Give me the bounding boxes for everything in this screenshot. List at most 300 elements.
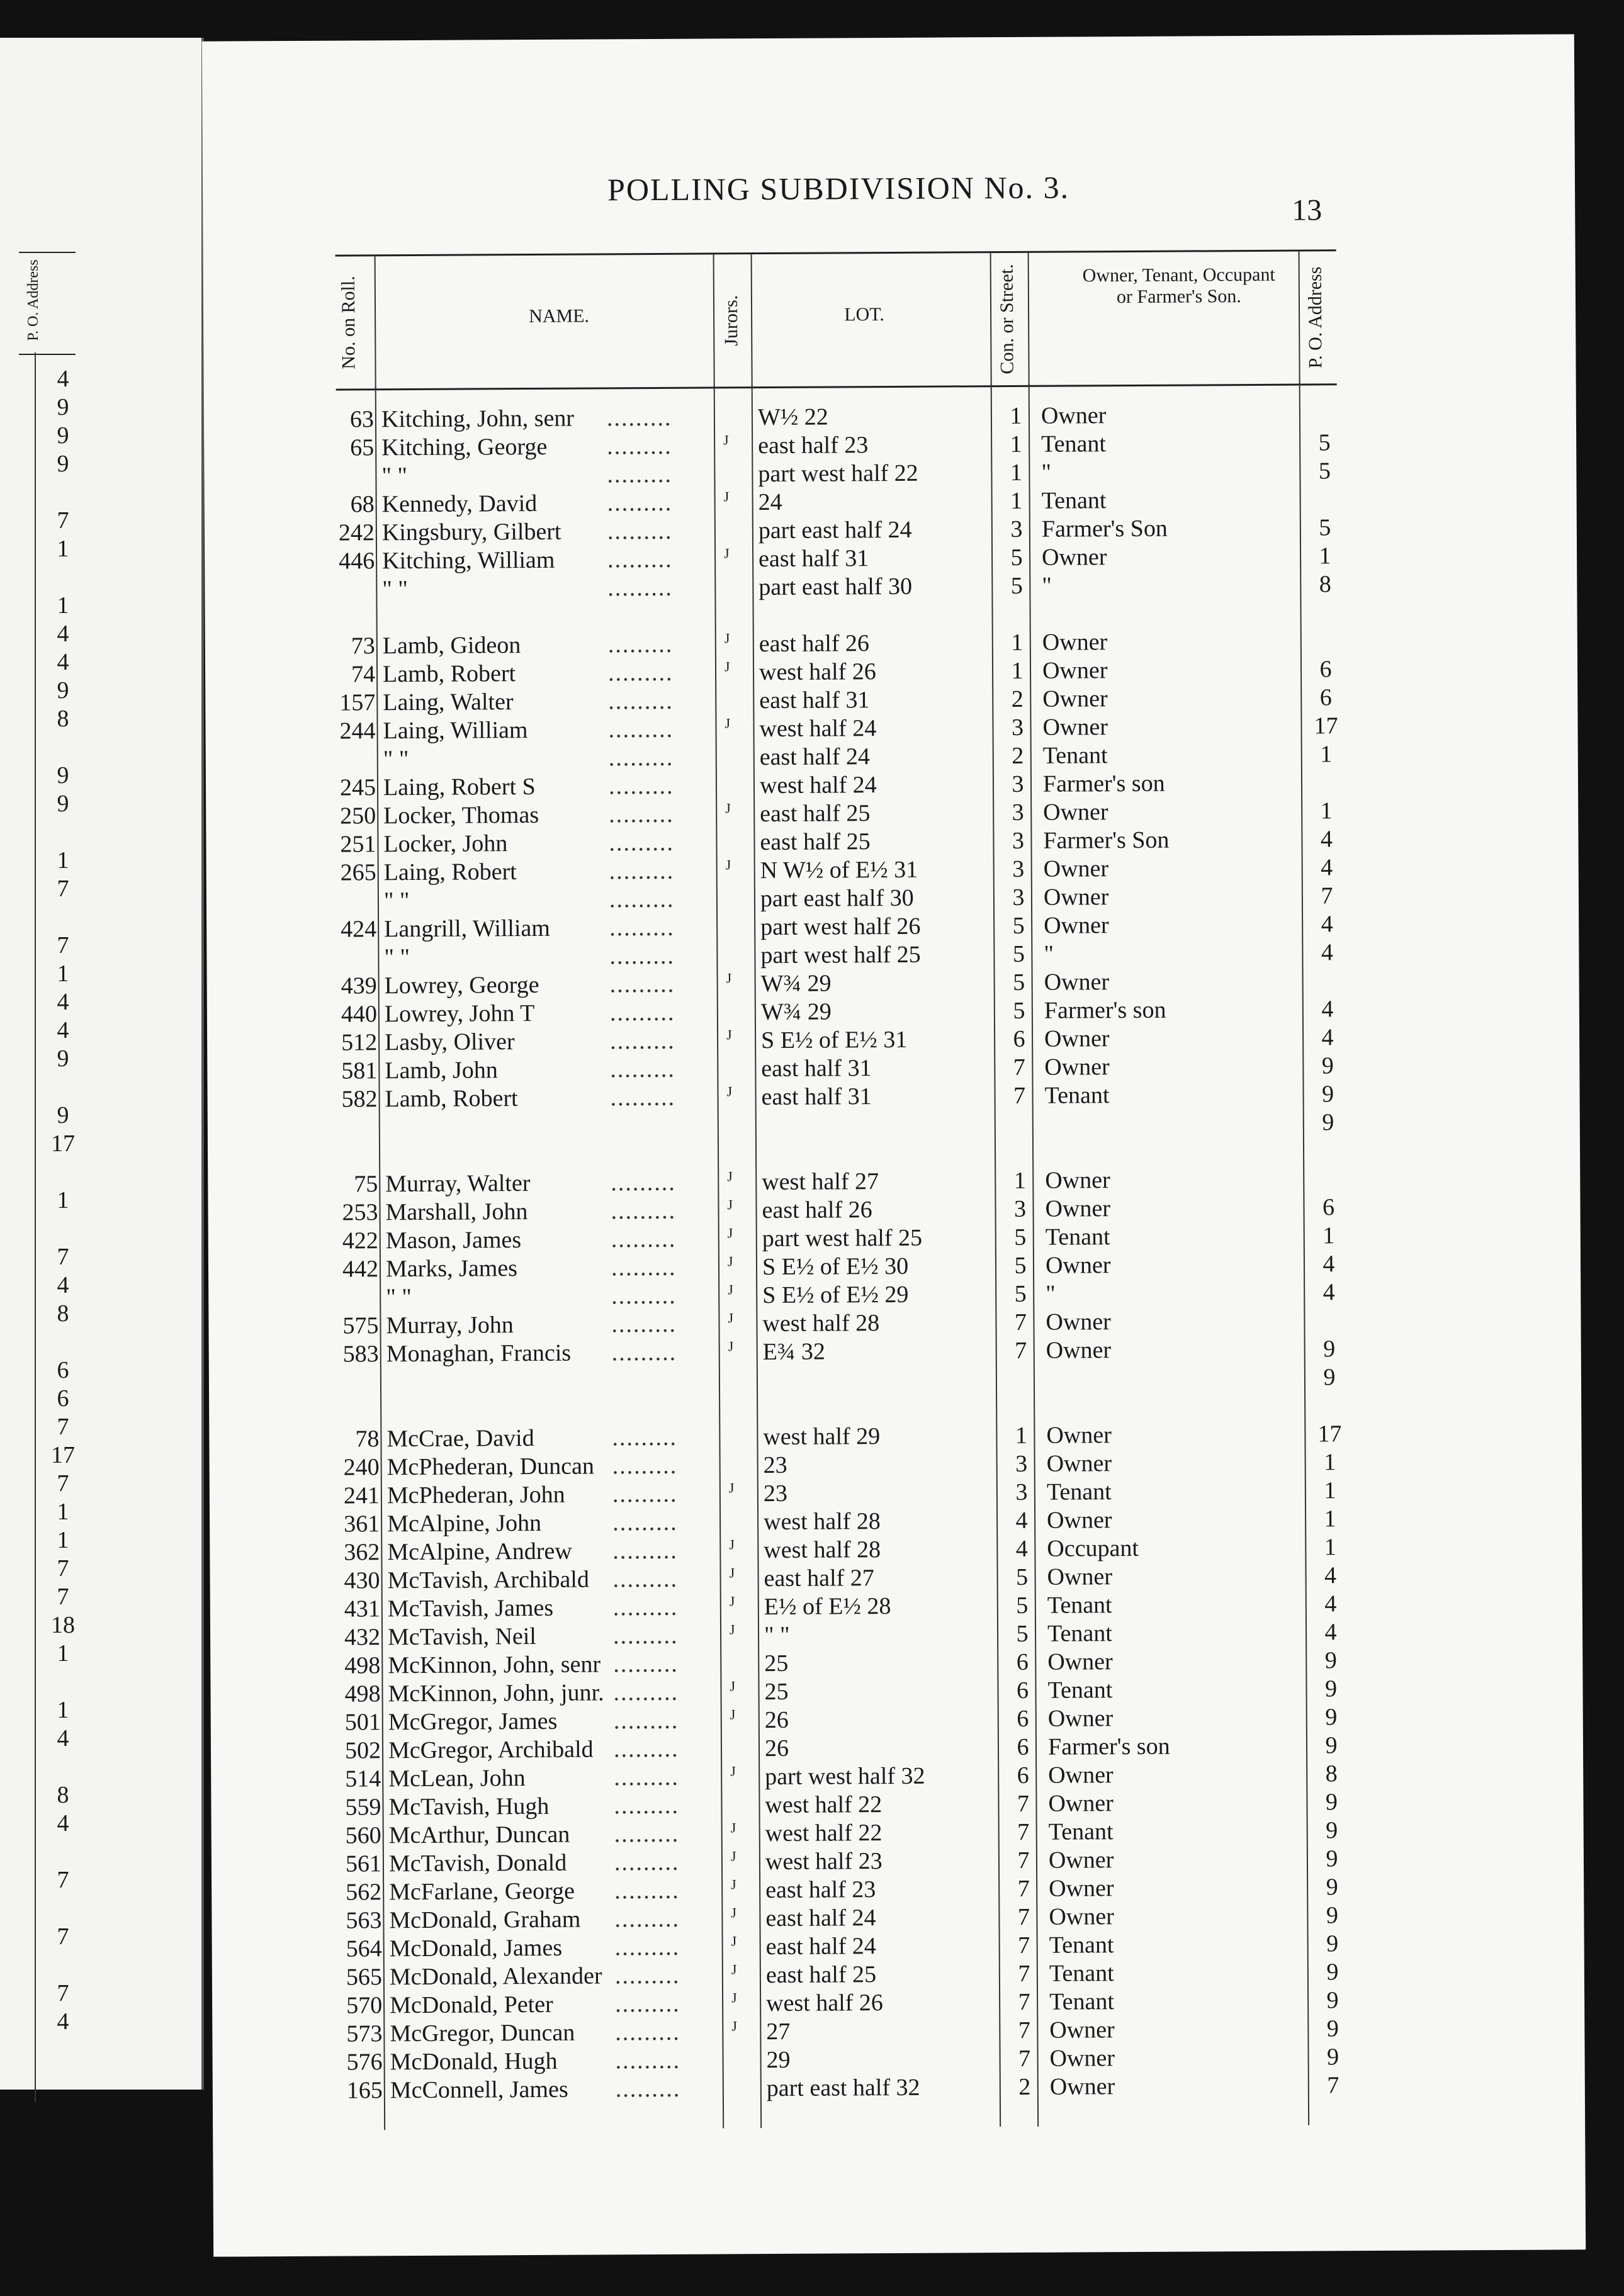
concession: 7 bbox=[1017, 1847, 1030, 1874]
leader-dots: ......... bbox=[614, 1764, 679, 1791]
juror-mark: J bbox=[730, 1706, 736, 1723]
col-name-header: NAME. bbox=[529, 305, 590, 327]
lot-description: 27 bbox=[766, 2018, 791, 2046]
roll-number: 361 bbox=[344, 1511, 380, 1538]
concession: 7 bbox=[1017, 1875, 1030, 1902]
po-address: 9 bbox=[1323, 1336, 1336, 1363]
owner-status: Owner bbox=[1042, 714, 1108, 741]
concession: 1 bbox=[1010, 459, 1023, 487]
lot-description: west half 27 bbox=[762, 1168, 879, 1196]
lot-description: east half 31 bbox=[761, 1055, 872, 1083]
leader-dots: ......... bbox=[612, 1480, 678, 1508]
left-po-value: 1 bbox=[57, 592, 69, 619]
leader-dots: ......... bbox=[611, 1225, 677, 1253]
owner-status: Tenant bbox=[1047, 1592, 1112, 1619]
lot-description: west half 28 bbox=[764, 1536, 881, 1564]
concession: 6 bbox=[1017, 1705, 1029, 1732]
header-divider bbox=[990, 253, 992, 385]
roll-number: 581 bbox=[341, 1057, 378, 1084]
owner-status: Farmer's son bbox=[1044, 996, 1166, 1024]
owner-status: Tenant bbox=[1049, 1960, 1114, 1987]
owner-status: Owner bbox=[1045, 1252, 1111, 1279]
voter-name: McDonald, Peter bbox=[390, 1991, 553, 2019]
po-address: 1 bbox=[1324, 1449, 1336, 1476]
leader-dots: ......... bbox=[614, 1905, 680, 1933]
concession: 5 bbox=[1014, 1252, 1027, 1279]
lot-description: 24 bbox=[758, 488, 782, 516]
leader-dots: ......... bbox=[610, 1055, 675, 1083]
owner-status: Tenant bbox=[1047, 1620, 1113, 1647]
concession: 3 bbox=[1013, 1195, 1027, 1223]
roll-number: 241 bbox=[343, 1482, 380, 1509]
leader-dots: ......... bbox=[611, 1169, 676, 1196]
lot-description: east half 23 bbox=[758, 432, 869, 459]
roll-number: 559 bbox=[345, 1794, 381, 1821]
po-address: 1 bbox=[1324, 1477, 1336, 1504]
concession: 5 bbox=[1010, 572, 1023, 600]
roll-number: 582 bbox=[341, 1086, 378, 1113]
concession: 3 bbox=[1015, 1478, 1028, 1505]
left-po-value: 4 bbox=[57, 621, 69, 647]
leader-dots: ......... bbox=[615, 1990, 680, 2018]
left-po-value: 4 bbox=[57, 1725, 69, 1752]
roll-number: 422 bbox=[342, 1227, 378, 1254]
po-address: 9 bbox=[1321, 1081, 1334, 1108]
col-con-header: Con. or Street. bbox=[996, 264, 1018, 374]
concession: 4 bbox=[1015, 1535, 1028, 1562]
roll-number: 512 bbox=[341, 1029, 378, 1056]
voter-name: McFarlane, George bbox=[389, 1877, 575, 1906]
voter-name: Murray, John bbox=[386, 1312, 514, 1339]
concession: 6 bbox=[1017, 1762, 1029, 1789]
owner-status: Owner bbox=[1048, 1762, 1114, 1789]
col-roll-header: No. on Roll. bbox=[337, 276, 359, 369]
owner-status: Occupant bbox=[1047, 1534, 1139, 1562]
header-divider bbox=[1028, 253, 1030, 385]
concession: 6 bbox=[1017, 1733, 1029, 1760]
concession: 7 bbox=[1017, 1790, 1030, 1817]
voter-name: McTavish, Hugh bbox=[388, 1792, 550, 1821]
left-po-value: 9 bbox=[57, 791, 69, 817]
juror-mark: J bbox=[727, 1168, 733, 1185]
page-number: 13 bbox=[1292, 193, 1322, 227]
juror-mark: J bbox=[731, 1905, 737, 1921]
left-po-value: 1 bbox=[57, 847, 69, 874]
concession: 6 bbox=[1013, 1025, 1025, 1053]
concession: 5 bbox=[1013, 969, 1025, 996]
po-address: 9 bbox=[1325, 1789, 1338, 1816]
po-address: 9 bbox=[1326, 1817, 1338, 1844]
po-address: 4 bbox=[1324, 1619, 1337, 1646]
table-row bbox=[209, 1419, 1468, 1451]
left-po-value: 7 bbox=[57, 507, 69, 534]
po-address: 4 bbox=[1322, 1279, 1335, 1306]
po-address: 9 bbox=[1321, 1052, 1334, 1079]
voter-name: McDonald, Graham bbox=[389, 1906, 581, 1934]
leader-dots: ......... bbox=[615, 2047, 681, 2074]
po-address: 9 bbox=[1326, 2015, 1339, 2042]
left-po-value: 1 bbox=[57, 536, 69, 562]
juror-mark: J bbox=[730, 1820, 736, 1836]
po-address: 4 bbox=[1324, 1590, 1337, 1618]
left-po-value: 4 bbox=[57, 989, 69, 1015]
table-row bbox=[208, 1164, 1467, 1196]
voter-name: Kitching, George bbox=[381, 433, 548, 461]
roll-number: 157 bbox=[339, 689, 376, 716]
juror-mark: J bbox=[724, 545, 730, 561]
left-po-value: 7 bbox=[57, 1555, 69, 1582]
leader-dots: ......... bbox=[611, 1197, 677, 1225]
voter-name: Lasby, Oliver bbox=[385, 1028, 515, 1056]
juror-mark: J bbox=[731, 1961, 737, 1978]
juror-mark: J bbox=[727, 1196, 733, 1213]
left-po-value: 9 bbox=[57, 394, 69, 420]
left-page bbox=[0, 38, 204, 2090]
left-po-value: 8 bbox=[57, 1300, 69, 1327]
owner-status: Tenant bbox=[1048, 1818, 1114, 1845]
concession: 1 bbox=[1011, 657, 1023, 685]
roll-number: 442 bbox=[342, 1256, 379, 1283]
leader-dots: ......... bbox=[614, 1877, 680, 1905]
voter-name: Lamb, Robert bbox=[385, 1085, 518, 1113]
leader-dots: ......... bbox=[615, 2075, 681, 2103]
juror-mark: J bbox=[730, 1678, 736, 1694]
po-address: 4 bbox=[1320, 826, 1333, 853]
left-po-value: 4 bbox=[57, 1017, 69, 1044]
owner-status: Owner bbox=[1046, 1422, 1112, 1449]
juror-mark: J bbox=[725, 800, 731, 816]
lot-description: west half 24 bbox=[759, 715, 877, 743]
owner-status: Owner bbox=[1040, 402, 1107, 429]
lot-description: east half 25 bbox=[760, 828, 871, 856]
lot-description: east half 26 bbox=[762, 1196, 872, 1224]
owner-status: " bbox=[1044, 940, 1054, 967]
lot-description: west half 24 bbox=[759, 772, 877, 799]
po-address: 5 bbox=[1318, 429, 1331, 456]
concession: 5 bbox=[1010, 544, 1023, 571]
concession: 5 bbox=[1012, 912, 1025, 940]
roll-number: 498 bbox=[344, 1652, 381, 1679]
concession: 2 bbox=[1012, 742, 1024, 770]
voter-name: McArthur, Duncan bbox=[388, 1821, 570, 1849]
po-address: 9 bbox=[1326, 2044, 1339, 2071]
leader-dots: ......... bbox=[613, 1679, 679, 1706]
leader-dots: ......... bbox=[611, 1310, 677, 1338]
owner-status: Owner bbox=[1045, 1167, 1110, 1194]
concession: 5 bbox=[1013, 997, 1025, 1025]
po-address: 9 bbox=[1322, 1109, 1334, 1136]
juror-mark: J bbox=[726, 1083, 733, 1100]
juror-mark: J bbox=[728, 1281, 733, 1298]
lot-description: west half 26 bbox=[758, 658, 876, 686]
lot-description: part west half 22 bbox=[758, 459, 918, 488]
voter-name: Marks, James bbox=[385, 1255, 518, 1283]
po-address: 1 bbox=[1320, 797, 1333, 824]
roll-number: 251 bbox=[340, 831, 376, 858]
leader-dots: ......... bbox=[612, 1622, 679, 1650]
leader-dots: ......... bbox=[611, 1339, 677, 1366]
concession: 5 bbox=[1014, 1280, 1027, 1307]
page-title: POLLING SUBDIVISION No. 3. bbox=[607, 169, 1070, 208]
po-address: 8 bbox=[1325, 1760, 1338, 1787]
lot-description: west half 29 bbox=[763, 1423, 881, 1451]
concession: 3 bbox=[1010, 515, 1023, 543]
po-address: 4 bbox=[1321, 911, 1333, 938]
lot-description: W½ 22 bbox=[757, 403, 828, 431]
concession: 5 bbox=[1014, 1224, 1027, 1251]
owner-status: Owner bbox=[1049, 1903, 1114, 1930]
concession: 1 bbox=[1015, 1422, 1028, 1449]
concession: 1 bbox=[1010, 487, 1023, 515]
roll-number: 165 bbox=[346, 2077, 383, 2104]
juror-mark: J bbox=[729, 1565, 735, 1581]
concession: 1 bbox=[1010, 430, 1022, 458]
owner-status: Owner bbox=[1043, 855, 1109, 882]
left-po-value: 1 bbox=[57, 960, 69, 987]
leader-dots: ......... bbox=[614, 1792, 680, 1820]
leader-dots: ......... bbox=[609, 971, 675, 998]
po-address: 4 bbox=[1321, 939, 1334, 966]
juror-mark: J bbox=[728, 1480, 735, 1496]
owner-status: Owner bbox=[1043, 884, 1109, 911]
roll-number: 502 bbox=[344, 1737, 381, 1764]
col-po-header: P. O. Address bbox=[1304, 266, 1326, 369]
concession: 3 bbox=[1012, 855, 1025, 883]
juror-mark: J bbox=[723, 488, 730, 505]
left-po-value: 7 bbox=[57, 1470, 69, 1497]
roll-number: 514 bbox=[345, 1765, 381, 1792]
owner-status: Owner bbox=[1042, 657, 1108, 684]
owner-status: Owner bbox=[1046, 1337, 1112, 1364]
leader-dots: ......... bbox=[612, 1594, 679, 1621]
roll-number: 498 bbox=[344, 1680, 381, 1708]
voter-name: Laing, Walter bbox=[383, 689, 514, 716]
left-po-value: 9 bbox=[57, 1102, 69, 1128]
voter-name: " " bbox=[386, 1284, 412, 1311]
lot-description: east half 24 bbox=[759, 743, 871, 771]
po-address: 1 bbox=[1322, 1222, 1335, 1249]
po-address: 9 bbox=[1326, 1874, 1338, 1901]
concession: 1 bbox=[1011, 629, 1023, 656]
voter-name: Lamb, John bbox=[385, 1057, 498, 1084]
leader-dots: ......... bbox=[614, 1849, 680, 1876]
voter-name: Laing, Robert S bbox=[383, 773, 536, 801]
voter-name: Laing, Robert bbox=[383, 858, 517, 886]
left-po-header: P. O. Address bbox=[19, 252, 76, 355]
roll-number: 73 bbox=[351, 633, 375, 660]
left-po-value: 8 bbox=[57, 1782, 69, 1808]
po-address: 6 bbox=[1322, 1194, 1335, 1221]
lot-description: W¾ 29 bbox=[760, 970, 832, 998]
po-address: 4 bbox=[1321, 996, 1334, 1023]
concession: 7 bbox=[1018, 2017, 1030, 2044]
left-po-value: 7 bbox=[57, 1414, 69, 1440]
concession: 7 bbox=[1015, 1337, 1027, 1364]
roll-number: 563 bbox=[346, 1907, 382, 1934]
owner-status: Tenant bbox=[1041, 487, 1107, 514]
voter-name: " " bbox=[383, 887, 410, 914]
lot-description: east half 27 bbox=[764, 1565, 874, 1592]
leader-dots: ......... bbox=[606, 404, 672, 432]
po-address: 1 bbox=[1319, 543, 1331, 570]
juror-mark: J bbox=[727, 1253, 733, 1269]
left-po-value: 7 bbox=[57, 1923, 69, 1950]
left-column-rule bbox=[35, 352, 36, 2102]
voter-name: McLean, John bbox=[388, 1765, 526, 1792]
voter-name: McDonald, Alexander bbox=[389, 1962, 602, 1991]
leader-dots: ......... bbox=[607, 659, 674, 687]
voter-name: McConnell, James bbox=[390, 2076, 568, 2104]
left-po-value: 1 bbox=[57, 1187, 69, 1213]
po-address: 17 bbox=[1314, 712, 1338, 740]
owner-status: Tenant bbox=[1049, 1988, 1115, 2015]
col-owner-header: Owner, Tenant, Occupant or Farmer's Son. bbox=[1082, 264, 1275, 308]
concession: 7 bbox=[1014, 1308, 1027, 1336]
juror-mark: J bbox=[729, 1536, 735, 1553]
po-address: 4 bbox=[1321, 1024, 1334, 1051]
roll-number: 68 bbox=[350, 491, 375, 518]
table-row bbox=[209, 1391, 1468, 1422]
owner-status: Farmer's son bbox=[1047, 1733, 1170, 1760]
roll-number: 362 bbox=[344, 1539, 380, 1566]
left-po-value: 4 bbox=[57, 2008, 69, 2035]
roll-number: 570 bbox=[346, 1992, 383, 2019]
lot-description: east half 24 bbox=[765, 1933, 876, 1961]
juror-mark: J bbox=[728, 1338, 734, 1354]
leader-dots: ......... bbox=[614, 1933, 680, 1961]
owner-status: Owner bbox=[1044, 1054, 1110, 1081]
left-po-value: 4 bbox=[57, 1272, 69, 1298]
juror-mark: J bbox=[729, 1593, 735, 1609]
po-address: 1 bbox=[1320, 741, 1333, 768]
voter-name: " " bbox=[382, 576, 409, 603]
lot-description: 25 bbox=[764, 1678, 789, 1706]
voter-name: " " bbox=[381, 463, 408, 490]
voter-name: McGregor, James bbox=[388, 1708, 558, 1736]
concession: 3 bbox=[1012, 884, 1025, 911]
left-po-value: 8 bbox=[57, 706, 69, 732]
owner-status: Owner bbox=[1046, 1450, 1112, 1477]
concession: 7 bbox=[1018, 1932, 1030, 1959]
leader-dots: ......... bbox=[607, 489, 673, 517]
left-po-value: 6 bbox=[57, 1357, 69, 1383]
lot-description: east half 25 bbox=[765, 1961, 877, 1989]
concession: 5 bbox=[1016, 1620, 1029, 1647]
concession: 1 bbox=[1010, 402, 1022, 430]
leader-dots: ......... bbox=[610, 1084, 676, 1111]
owner-status: Farmer's son bbox=[1042, 770, 1165, 797]
owner-status: Farmer's Son bbox=[1043, 826, 1170, 854]
concession: 7 bbox=[1017, 1818, 1030, 1845]
roll-number: 583 bbox=[342, 1341, 379, 1368]
voter-name: Kingsbury, Gilbert bbox=[381, 518, 561, 546]
juror-mark: J bbox=[725, 857, 731, 873]
left-po-value: 9 bbox=[57, 1045, 69, 1072]
juror-mark: J bbox=[731, 2018, 737, 2034]
po-address: 6 bbox=[1319, 656, 1332, 683]
lot-description: part east half 30 bbox=[758, 573, 913, 601]
leader-dots: ......... bbox=[612, 1509, 678, 1536]
concession: 3 bbox=[1011, 714, 1024, 741]
owner-status: Owner bbox=[1047, 1563, 1113, 1590]
left-po-value: 4 bbox=[57, 1810, 69, 1837]
po-address: 9 bbox=[1325, 1704, 1338, 1731]
lot-description: part east half 32 bbox=[766, 2074, 920, 2102]
roll-number: 564 bbox=[346, 1935, 382, 1962]
lot-description: east half 26 bbox=[758, 630, 870, 658]
roll-number: 575 bbox=[342, 1312, 379, 1339]
juror-mark: J bbox=[724, 630, 730, 646]
owner-status: Owner bbox=[1049, 1875, 1114, 1902]
po-address: 6 bbox=[1319, 684, 1332, 711]
left-po-value: 7 bbox=[57, 1584, 69, 1610]
roll-number: 75 bbox=[354, 1171, 378, 1198]
roll-number: 576 bbox=[346, 2049, 383, 2076]
leader-dots: ......... bbox=[609, 886, 675, 913]
leader-dots: ......... bbox=[608, 687, 674, 715]
juror-mark: J bbox=[731, 1933, 737, 1949]
leader-dots: ......... bbox=[613, 1707, 679, 1735]
left-po-value: 9 bbox=[57, 422, 69, 449]
header-divider bbox=[375, 256, 376, 388]
juror-mark: J bbox=[728, 1310, 734, 1326]
juror-mark: J bbox=[724, 658, 730, 675]
voter-name: Lowrey, George bbox=[384, 971, 539, 999]
concession: 4 bbox=[1015, 1507, 1028, 1534]
voter-name: Laing, William bbox=[383, 717, 528, 745]
lot-description: east half 23 bbox=[765, 1876, 876, 1904]
juror-mark: J bbox=[731, 1876, 736, 1893]
leader-dots: ......... bbox=[607, 461, 673, 488]
voter-name: Kitching, John, senr bbox=[381, 405, 575, 433]
owner-status: Tenant bbox=[1045, 1224, 1110, 1251]
concession: 2 bbox=[1018, 2073, 1031, 2100]
po-address: 9 bbox=[1326, 1959, 1339, 1986]
lot-description: S E½ of E½ 29 bbox=[762, 1281, 909, 1309]
lot-description: east half 31 bbox=[759, 687, 870, 714]
roll-number: 560 bbox=[345, 1822, 381, 1849]
leader-dots: ......... bbox=[613, 1735, 679, 1763]
lot-description: part east half 24 bbox=[758, 516, 912, 544]
table-row bbox=[208, 1136, 1467, 1168]
roll-number: 244 bbox=[339, 718, 376, 745]
owner-status: Owner bbox=[1046, 1308, 1111, 1336]
roll-number: 63 bbox=[349, 406, 375, 433]
roll-number: 240 bbox=[343, 1454, 380, 1481]
owner-status: Owner bbox=[1049, 2017, 1115, 2044]
roll-number: 74 bbox=[351, 661, 376, 688]
owner-status: Owner bbox=[1044, 969, 1110, 996]
po-address: 9 bbox=[1326, 1930, 1339, 1957]
leader-dots: ......... bbox=[609, 829, 675, 857]
voter-name: Langrill, William bbox=[384, 914, 551, 943]
leader-dots: ......... bbox=[612, 1424, 678, 1451]
leader-dots: ......... bbox=[609, 914, 675, 942]
voter-name: McTavish, Archibald bbox=[387, 1566, 589, 1594]
po-address: 5 bbox=[1319, 514, 1331, 541]
left-po-value: 6 bbox=[57, 1385, 69, 1412]
roll-number: 78 bbox=[355, 1426, 380, 1453]
left-po-value: 7 bbox=[57, 1867, 69, 1893]
leader-dots: ......... bbox=[609, 942, 675, 970]
voter-name: Lamb, Robert bbox=[382, 660, 516, 688]
lot-description: west half 23 bbox=[765, 1848, 882, 1876]
owner-status: Owner bbox=[1049, 2073, 1115, 2100]
leader-dots: ......... bbox=[607, 546, 673, 573]
juror-mark: J bbox=[723, 432, 729, 448]
voter-name: McGregor, Duncan bbox=[390, 2019, 575, 2047]
lot-description: 23 bbox=[763, 1451, 787, 1479]
